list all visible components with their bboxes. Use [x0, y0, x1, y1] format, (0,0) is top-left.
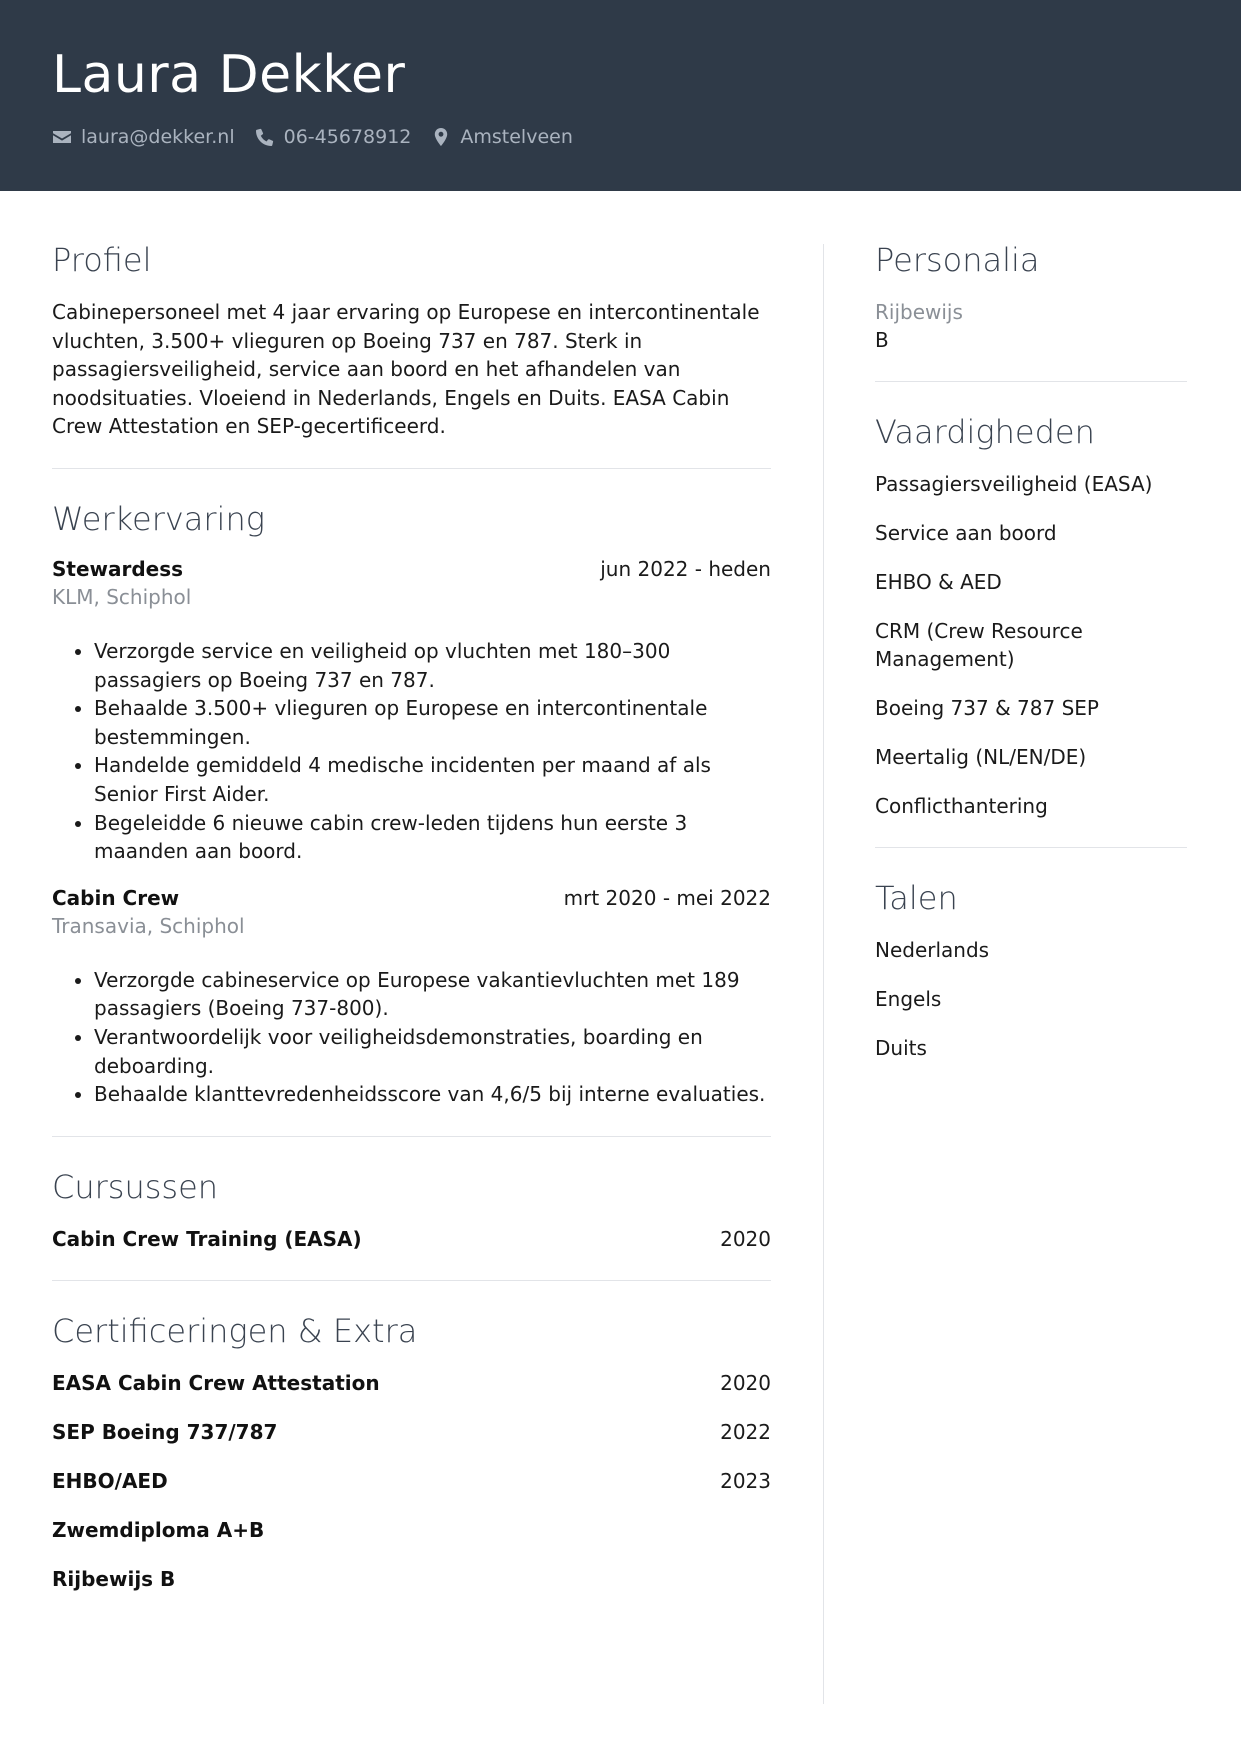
- section-title: Talen: [875, 879, 958, 917]
- certification-row: [52, 1565, 771, 1593]
- experience-section: [52, 497, 771, 1109]
- course-year: 2020: [720, 1226, 771, 1251]
- course-row: [52, 1225, 771, 1253]
- divider: [875, 381, 1187, 382]
- course-name: Cabin Crew Training (EASA): [52, 1226, 362, 1251]
- location-text: Amstelveen: [460, 126, 573, 148]
- bullet-item: • Handelde gemiddeld 4 medische incidenten per maand af als Senior First Aider.: [94, 751, 771, 808]
- languages-section: [875, 876, 1187, 1062]
- divider: [52, 1280, 771, 1281]
- contact-location[interactable]: [431, 126, 573, 148]
- skill-item: Meertalig (NL/EN/DE): [875, 745, 1087, 769]
- courses-section: [52, 1165, 771, 1253]
- candidate-name: Laura Dekker: [52, 45, 406, 105]
- main-column: [52, 238, 771, 1593]
- job-bullets: [52, 966, 771, 1109]
- job-header: [52, 557, 771, 581]
- profile-section: [52, 238, 771, 441]
- license-value: B: [875, 328, 889, 352]
- language-item: Engels: [875, 987, 942, 1011]
- sidebar-column: [875, 238, 1187, 1062]
- contact-email[interactable]: [52, 126, 235, 148]
- bullet-item: • Verantwoordelijk voor veiligheidsdemonstraties, boarding en deboarding.: [94, 1023, 771, 1080]
- phone-icon: [255, 127, 275, 147]
- divider: [875, 847, 1187, 848]
- bullet-item: • Verzorgde cabineservice op Europese vakantievluchten met 189 passagiers (Boeing 737-800).: [94, 966, 771, 1023]
- bullet-item: • Behaalde 3.500+ vlieguren op Europese en intercontinentale bestemmingen.: [94, 694, 771, 751]
- job-title: Stewardess: [52, 556, 184, 581]
- certification-name: SEP Boeing 737/787: [52, 1419, 278, 1444]
- profile-text: Cabinepersoneel met 4 jaar ervaring op Europese en intercontinentale vluchten, 3.500+ vlieguren op Boeing 737 en 787. Sterk in passagiersveiligheid, service aan boord en het afhandelen van noodsituaties. Vloeiend in Nederlands, Engels en Duits. EASA Cabin Crew Attestation en SEP-gecertificeerd.: [52, 300, 760, 439]
- language-item: Nederlands: [875, 938, 990, 962]
- divider: [52, 1136, 771, 1137]
- map-pin-icon: [431, 127, 451, 147]
- section-title: Werkervaring: [52, 499, 265, 538]
- certification-name: Rijbewijs B: [52, 1566, 176, 1591]
- skill-item: Passagiersveiligheid (EASA): [875, 472, 1153, 496]
- certification-name: EHBO/AED: [52, 1468, 168, 1493]
- envelope-icon: [52, 127, 72, 147]
- skills-section: [875, 410, 1187, 820]
- header: [0, 0, 1241, 191]
- job-entry: [52, 557, 771, 866]
- section-title: Vaardigheden: [875, 413, 1095, 451]
- skill-item: EHBO & AED: [875, 570, 1002, 594]
- contact-bar: [52, 126, 1241, 148]
- skill-item: Conflicthantering: [875, 794, 1048, 818]
- certification-name: Zwemdiploma A+B: [52, 1517, 265, 1542]
- bullet-item: • Behaalde klanttevredenheidsscore van 4,6/5 bij interne evaluaties.: [94, 1080, 771, 1109]
- section-title: Cursussen: [52, 1167, 219, 1206]
- section-title: Personalia: [875, 241, 1040, 279]
- contact-phone[interactable]: [255, 126, 412, 148]
- job-title: Cabin Crew: [52, 885, 180, 910]
- column-divider: [823, 244, 824, 1704]
- personal-section: [875, 238, 1187, 354]
- bullet-item: • Verzorgde service en veiligheid op vluchten met 180–300 passagiers op Boeing 737 en 787.: [94, 637, 771, 694]
- certifications-section: [52, 1309, 771, 1593]
- skill-item: Boeing 737 & 787 SEP: [875, 696, 1099, 720]
- job-bullets: [52, 637, 771, 866]
- license-label: Rijbewijs: [875, 300, 963, 324]
- skill-item: CRM (Crew Resource Management): [875, 619, 1083, 671]
- certification-year: 2020: [720, 1370, 771, 1395]
- job-date: jun 2022 - heden: [600, 556, 771, 581]
- section-title: Certificeringen & Extra: [52, 1311, 418, 1350]
- section-title: Profiel: [52, 241, 152, 279]
- certification-name: EASA Cabin Crew Attestation: [52, 1370, 380, 1395]
- divider: [52, 468, 771, 469]
- certification-list: [52, 1369, 771, 1593]
- job-header: [52, 886, 771, 910]
- certification-row: [52, 1516, 771, 1544]
- language-item: Duits: [875, 1036, 927, 1060]
- certification-year: 2023: [720, 1468, 771, 1493]
- bullet-item: • Begeleidde 6 nieuwe cabin crew-leden tijdens hun eerste 3 maanden aan boord.: [94, 809, 771, 866]
- certification-year: 2022: [720, 1419, 771, 1444]
- skill-item: Service aan boord: [875, 521, 1057, 545]
- phone-text: 06-45678912: [283, 126, 412, 148]
- certification-row: [52, 1369, 771, 1397]
- job-date: mrt 2020 - mei 2022: [563, 885, 771, 910]
- certification-row: [52, 1418, 771, 1446]
- job-entry: [52, 886, 771, 1109]
- job-company: KLM, Schiphol: [52, 584, 192, 609]
- email-text: laura@dekker.nl: [81, 126, 235, 148]
- certification-row: [52, 1467, 771, 1495]
- job-company: Transavia, Schiphol: [52, 913, 245, 938]
